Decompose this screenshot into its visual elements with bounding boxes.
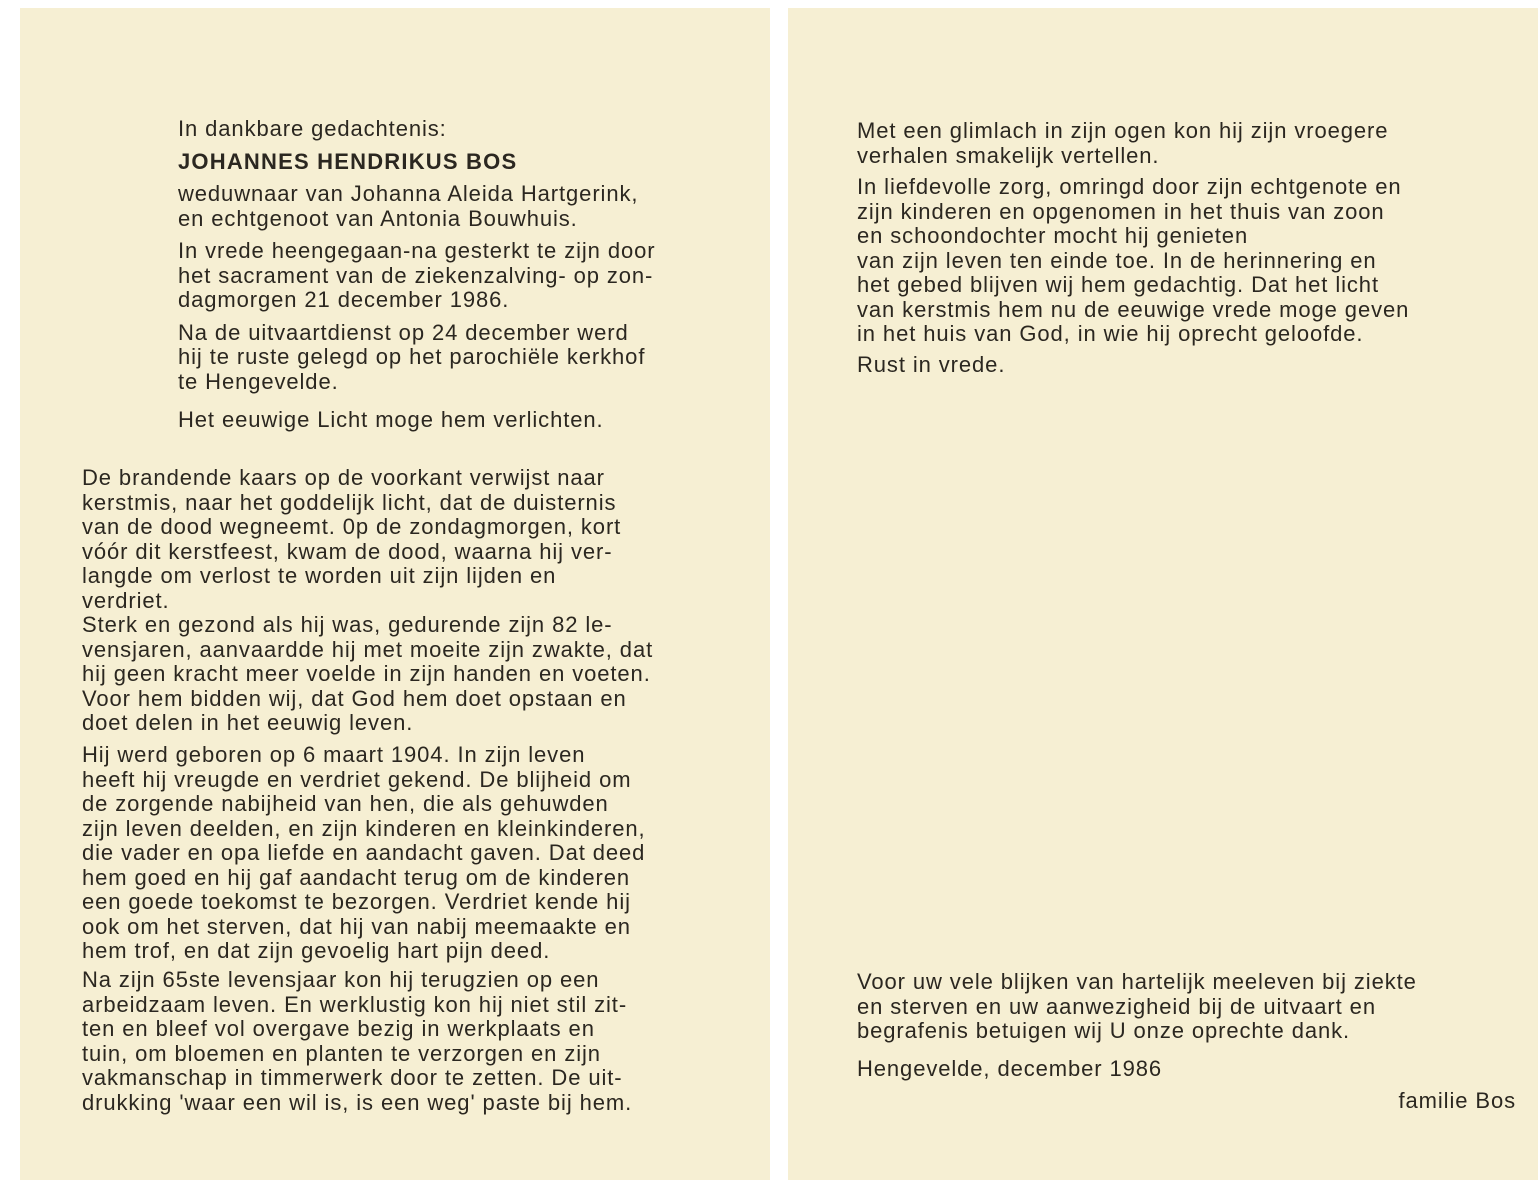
text-line: en schoondochter mocht hij genieten [857, 223, 1249, 248]
right-card-page [788, 8, 1538, 1180]
left-card-page [20, 8, 770, 1180]
text-line: kerstmis, naar het goddelijk licht, dat de duisternis [82, 489, 617, 515]
text-line: ten en bleef vol overgave bezig in werkplaats en [82, 1016, 595, 1041]
relation-line: en echtgenoot van Antonia Bouwhuis. [178, 205, 578, 231]
text-line: Met een glimlach in zijn ogen kon hij zijn vroegere [857, 118, 1389, 143]
text-line: hem goed en hij gaf aandacht terug om de kinderen [82, 864, 631, 890]
text-line: en sterven en uw aanwezigheid bij de uitvaart en [857, 993, 1376, 1019]
memorial-header [178, 117, 655, 433]
intro-line: In dankbare gedachtenis: [178, 116, 447, 141]
paragraph-care [857, 175, 1409, 347]
text-line: hem trof, en dat zijn gevoelig hart pijn deed. [82, 938, 551, 963]
text-line: van kerstmis hem nu de eeuwige vrede moge geven [857, 296, 1410, 322]
text-line: zijn kinderen en opgenomen in het thuis van zoon [857, 198, 1385, 224]
text-line: verdriet. [82, 587, 170, 613]
text-line: vakmanschap in timmerwerk door te zetten. De uit- [82, 1065, 623, 1090]
text-line: doet delen in het eeuwig leven. [82, 710, 414, 735]
burial-line: te Hengevelde. [178, 368, 339, 394]
paragraph-candle [82, 466, 621, 613]
text-line: heeft hij vreugde en verdriet gekend. De blijheid om [82, 766, 632, 792]
burial-block [178, 321, 655, 395]
family-signature: familie Bos [1398, 1088, 1516, 1113]
paragraph-life [82, 743, 646, 964]
paragraph-strength [82, 613, 653, 736]
relation-line: weduwnaar van Johanna Aleida Hartgerink, [178, 181, 639, 206]
text-line: Na zijn 65ste levensjaar kon hij terugzien op een [82, 967, 600, 992]
text-line: Hengevelde, december 1986 [857, 1056, 1163, 1081]
text-line: Voor uw vele blijken van hartelijk meeleven bij ziekte [857, 969, 1417, 994]
paragraph-smile [857, 119, 1388, 168]
death-line: het sacrament van de ziekenzalving- op zon- [178, 262, 654, 288]
paragraph-thanks [857, 970, 1417, 1044]
text-line: het gebed blijven wij hem gedachtig. Dat het licht [857, 272, 1379, 297]
prayer-line: Het eeuwige Licht moge hem verlichten. [178, 407, 604, 432]
deceased-name: JOHANNES HENDRIKUS BOS [178, 148, 518, 174]
text-line: vóór dit kerstfeest, kwam de dood, waarna hij ver- [82, 538, 613, 564]
text-line: langde om verlost te worden uit zijn lijden en [82, 563, 557, 588]
text-line: ook om het sterven, dat hij van nabij meemaakte en [82, 913, 631, 939]
text-line: Voor hem bidden wij, dat God hem doet opstaan en [82, 685, 627, 711]
text-line: van de dood wegneemt. 0p de zondagmorgen, kort [82, 514, 622, 539]
text-line: de zorgende nabijheid van hen, die als gehuwden [82, 791, 609, 816]
rest-in-peace [857, 353, 1005, 378]
text-line: die vader en opa liefde en aandacht gaven. Dat deed [82, 840, 646, 865]
text-line: drukking 'waar een wil is, is een weg' paste bij hem. [82, 1089, 633, 1115]
text-line: in het huis van God, in wie hij oprecht geloofde. [857, 321, 1364, 346]
text-line: een goede toekomst te bezorgen. Verdriet kende hij [82, 889, 631, 914]
text-line: verhalen smakelijk vertellen. [857, 142, 1160, 168]
text-line: begrafenis betuigen wij U onze oprechte dank. [857, 1018, 1351, 1043]
paragraph-retirement [82, 968, 632, 1115]
text-line: hij geen kracht meer voelde in zijn handen en voeten. [82, 661, 651, 686]
place-date [857, 1057, 1162, 1082]
text-line: van zijn leven ten einde toe. In de herinnering en [857, 247, 1377, 273]
death-line: In vrede heengegaan-na gesterkt te zijn door [178, 238, 656, 263]
burial-line: Na de uitvaartdienst op 24 december werd [178, 319, 629, 345]
text-line: De brandende kaars op de voorkant verwijst naar [82, 465, 605, 490]
death-block [178, 239, 655, 313]
relation-block [178, 182, 655, 231]
text-line: arbeidzaam leven. En werklustig kon hij niet stil zit- [82, 991, 628, 1017]
text-line: Hij werd geboren op 6 maart 1904. In zijn leven [82, 742, 586, 767]
burial-line: hij te ruste gelegd op het parochiële kerkhof [178, 344, 646, 369]
death-line: dagmorgen 21 december 1986. [178, 287, 510, 312]
text-line: zijn leven deelden, en zijn kinderen en kleinkinderen, [82, 815, 646, 841]
text-line: Rust in vrede. [857, 352, 1006, 377]
text-line: vensjaren, aanvaardde hij met moeite zijn zwakte, dat [82, 636, 654, 662]
text-line: Sterk en gezond als hij was, gedurende zijn 82 le- [82, 612, 613, 637]
text-line: tuin, om bloemen en planten te verzorgen en zijn [82, 1040, 601, 1066]
text-line: In liefdevolle zorg, omringd door zijn echtgenote en [857, 174, 1402, 199]
